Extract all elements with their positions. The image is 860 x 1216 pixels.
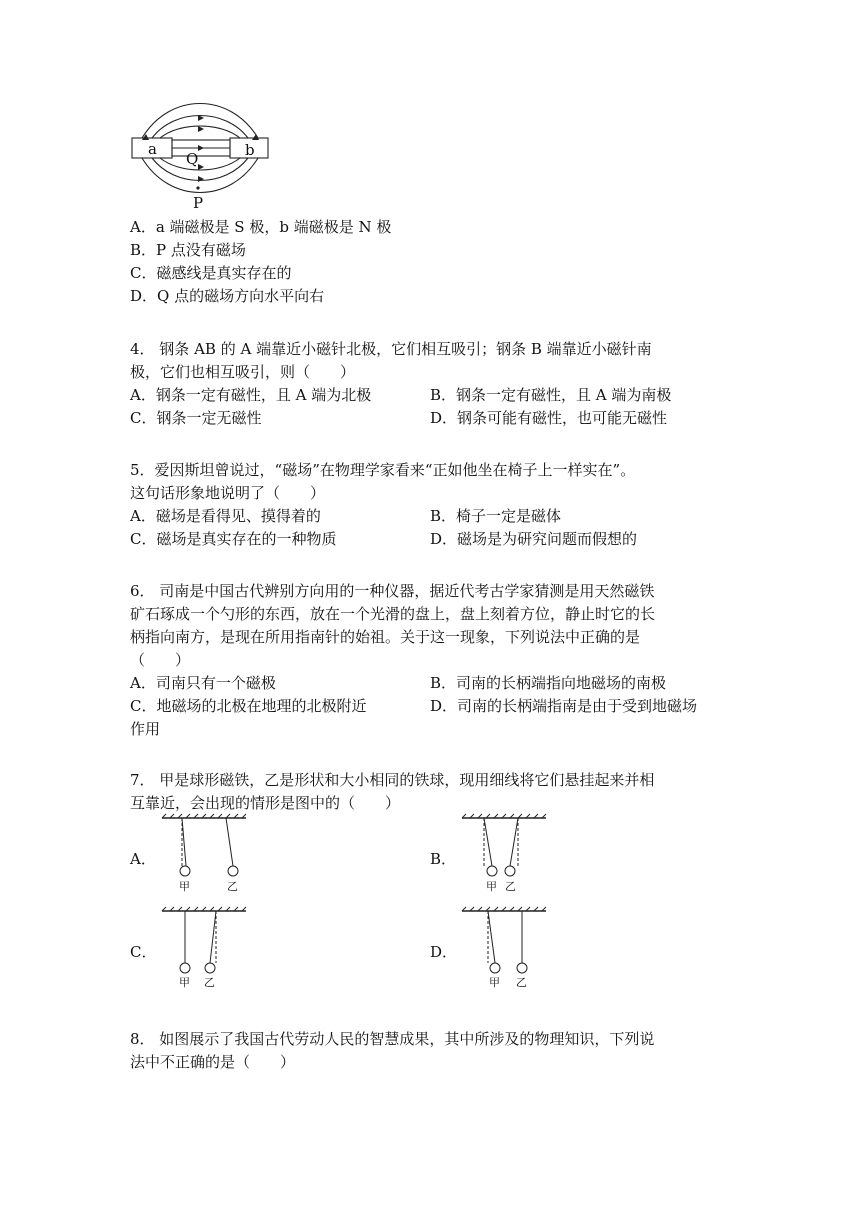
pendulum-figure-d: [460, 907, 550, 991]
q4-option-d: D．钢条可能有磁性，也可能无磁性: [430, 409, 668, 427]
q7-stem-line1: 7． 甲是球形磁铁，乙是形状和大小相同的铁球，现用细线将它们悬挂起来并相: [130, 771, 655, 789]
q7c-label-yi: 乙: [204, 976, 215, 989]
q6-stem-line4: （ ）: [130, 651, 191, 669]
q3-option-b: B．P 点没有磁场: [130, 241, 246, 259]
q4-option-a: A．钢条一定有磁性，且 A 端为北极: [130, 386, 372, 404]
q4-stem-line2: 极，它们也相互吸引，则（ ）: [130, 363, 356, 381]
q5-option-c: C．磁场是真实存在的一种物质: [130, 530, 337, 548]
point-label-p: P: [193, 194, 204, 212]
q7d-label-jia: 甲: [489, 976, 500, 989]
q5-option-a: A．磁场是看得见、摸得着的: [130, 507, 321, 525]
q7-option-c-letter: C．: [130, 943, 157, 961]
q6-stem-line2: 矿石琢成一个勺形的东西，放在一个光滑的盘上，盘上刻着方位，静止时它的长: [130, 605, 656, 623]
q8-stem-line2: 法中不正确的是（ ）: [130, 1053, 296, 1071]
pole-label-a: a: [148, 140, 157, 158]
q4-option-b: B．钢条一定有磁性，且 A 端为南极: [430, 386, 672, 404]
q5-option-d: D．磁场是为研究问题而假想的: [430, 530, 638, 548]
q4-option-c: C．钢条一定无磁性: [130, 409, 262, 427]
q4-stem-line1: 4． 钢条 AB 的 A 端靠近小磁针北极，它们相互吸引；钢条 B 端靠近小磁针南: [130, 340, 652, 358]
point-label-q: Q: [186, 150, 199, 168]
q5-stem-line2: 这句话形象地说明了（ ）: [130, 484, 326, 502]
q7a-label-jia: 甲: [179, 880, 190, 893]
q6-option-d-wrap: 作用: [130, 720, 161, 738]
q3-option-a: A．a 端磁极是 S 极，b 端磁极是 N 极: [130, 218, 392, 236]
q5-stem-line1: 5．爱因斯坦曾说过，“磁场”在物理学家看来“正如他坐在椅子上一样实在”。: [130, 461, 636, 479]
q6-option-d: D．司南的长柄端指南是由于受到地磁场: [430, 697, 698, 715]
q3-option-d: D．Q 点的磁场方向水平向右: [130, 287, 325, 305]
q3-option-c: C．磁感线是真实存在的: [130, 264, 292, 282]
q6-option-b: B．司南的长柄端指向地磁场的南极: [430, 674, 667, 692]
q6-stem-line1: 6． 司南是中国古代辨别方向用的一种仪器，据近代考古学家猜测是用天然磁铁: [130, 582, 655, 600]
pole-label-b: b: [245, 141, 255, 159]
q7c-label-jia: 甲: [179, 976, 190, 989]
q5-option-b: B．椅子一定是磁体: [430, 507, 562, 525]
q7-option-a-letter: A．: [130, 850, 156, 868]
q7a-label-yi: 乙: [227, 880, 238, 893]
q7b-label-jia: 甲: [486, 880, 497, 893]
q7-stem-line2: 互靠近，会出现的情形是图中的（ ）: [130, 794, 401, 812]
q7-option-d-letter: D．: [430, 943, 458, 961]
q7b-label-yi: 乙: [505, 880, 516, 893]
q6-option-c: C．地磁场的北极在地理的北极附近: [130, 697, 367, 715]
q8-stem-line1: 8． 如图展示了我国古代劳动人民的智慧成果，其中所涉及的物理知识，下列说: [130, 1030, 655, 1048]
q7d-label-yi: 乙: [516, 976, 527, 989]
q6-option-a: A．司南只有一个磁极: [130, 674, 276, 692]
q6-stem-line3: 柄指向南方，是现在所用指南针的始祖。关于这一现象，下列说法中正确的是: [130, 628, 641, 646]
q7-option-b-letter: B．: [430, 850, 457, 868]
